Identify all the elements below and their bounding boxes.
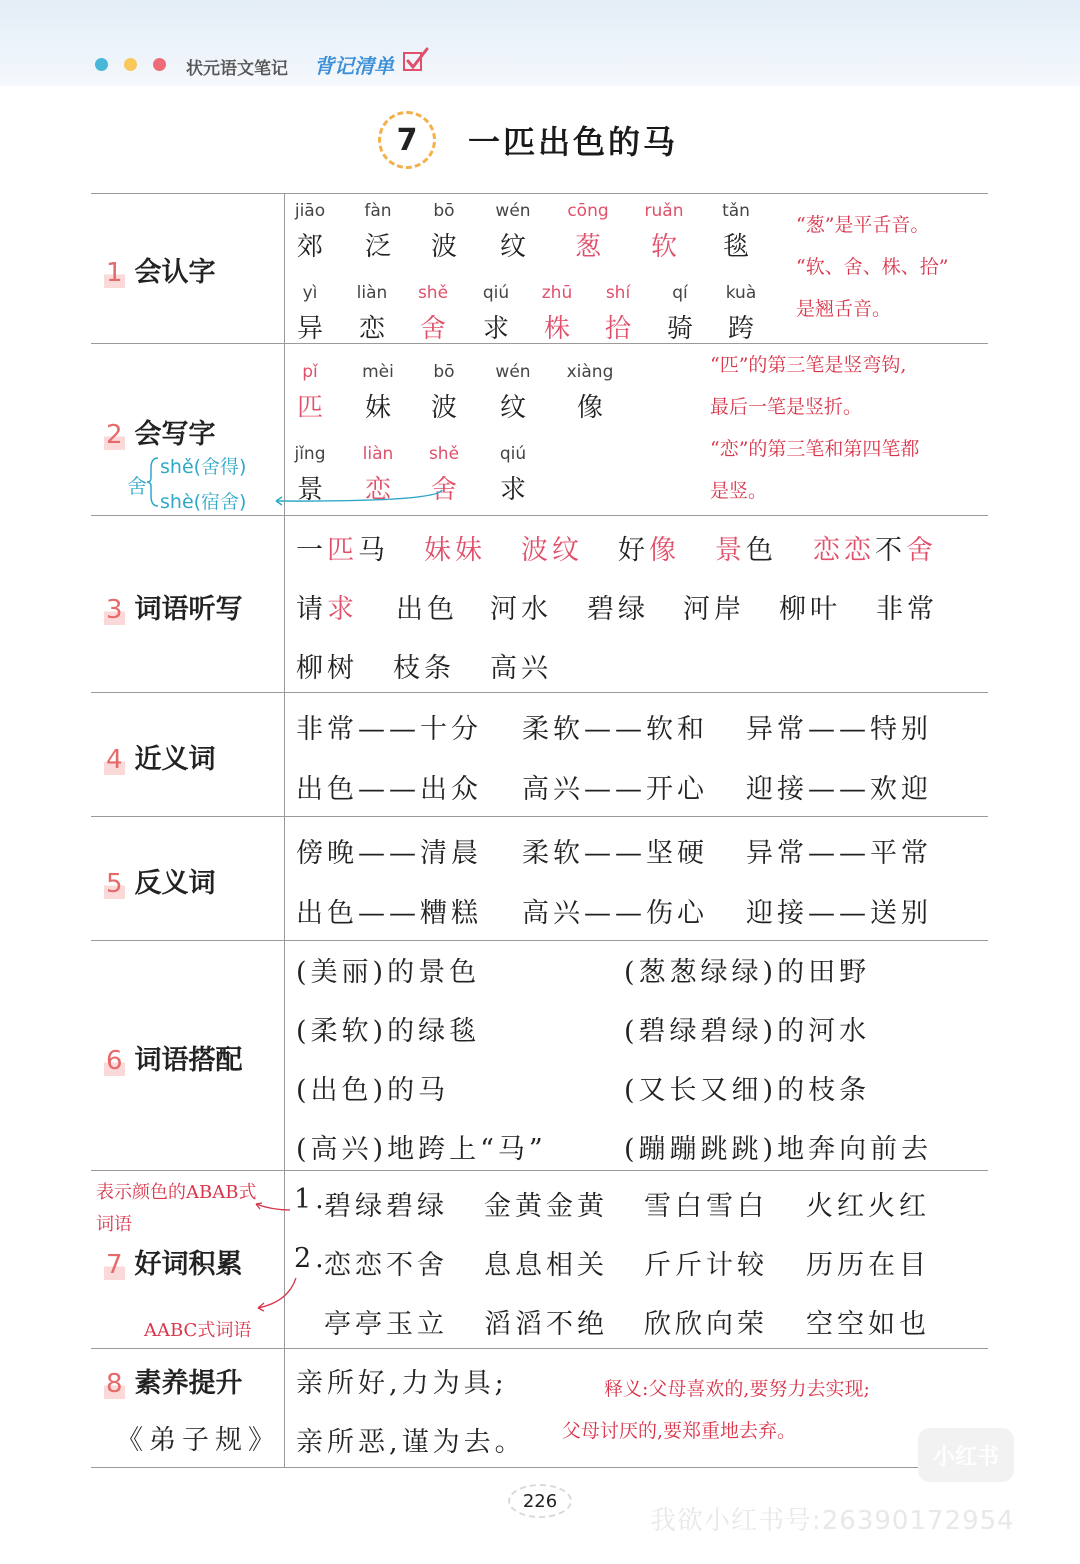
collocation-right: (又长又细)的枝条 [624, 1075, 871, 1106]
dictation-word [587, 587, 649, 626]
good-word: 历历在目 [806, 1250, 930, 1281]
aabc-note: AABC式词语 [144, 1320, 252, 1341]
polyphone-reading-2: shè(宿舍) [160, 491, 247, 513]
good-word: 恋恋不舍 [324, 1250, 448, 1281]
char-cell [473, 200, 553, 263]
hanzi: 泛 [364, 232, 391, 262]
brand-name: 状元语文笔记 [186, 59, 288, 79]
collocation-right: (蹦蹦跳跳)地奔向前去 [624, 1134, 933, 1165]
pinyin: wén [495, 362, 531, 382]
hanzi: 波 [430, 232, 457, 262]
antonym-pair: 高兴——伤心 [522, 898, 708, 929]
pinyin: liàn [356, 283, 388, 303]
header-dots [95, 58, 166, 71]
good-word: 空空如也 [806, 1309, 930, 1340]
good-word: 滔滔不绝 [484, 1309, 608, 1340]
dizigui-note-1: 释义:父母喜欢的,要努力去实现; [604, 1378, 870, 1400]
dictation-word [296, 587, 358, 626]
dictation-segment: 像 [649, 535, 680, 566]
hanzi: 求 [499, 475, 526, 505]
pinyin: bō [433, 362, 455, 382]
hanzi: 景 [296, 475, 323, 505]
dictation-segment: 枝条 [393, 653, 455, 684]
pinyin: bō [433, 201, 455, 221]
pinyin: qí [672, 283, 688, 303]
pinyin: fàn [364, 201, 392, 221]
brace-icon [146, 456, 160, 508]
hanzi: 拾 [604, 314, 631, 344]
char-cell [404, 200, 484, 263]
dictation-segment: 一 [296, 535, 327, 566]
pinyin: liàn [362, 444, 394, 464]
char-cell [404, 361, 484, 424]
collocation-right: (碧绿碧绿)的河水 [624, 1016, 871, 1047]
dot-pink [153, 58, 166, 71]
table-rule [91, 1467, 988, 1468]
dictation-word [683, 587, 745, 626]
dictation-segment: 河水 [490, 594, 552, 625]
pinyin: cōng [567, 201, 609, 221]
hanzi: 舍 [419, 314, 446, 344]
section-label-synonyms: 4 近义词 [106, 744, 216, 775]
dictation-segment: 马 [358, 535, 389, 566]
polyphone-reading-1: shě(舍得) [160, 456, 247, 478]
good-word: 雪白雪白 [644, 1191, 768, 1222]
dictation-segment: 柳树 [296, 653, 358, 684]
checkmark-icon [402, 46, 430, 74]
good-word: 火红火红 [806, 1191, 930, 1222]
antonym-pair: 傍晚——清晨 [296, 838, 482, 869]
collocation-left: (柔软)的绿毯 [296, 1016, 481, 1047]
collocation-left: (高兴)地跨上“马” [296, 1134, 547, 1165]
good-word: 斤斤计较 [644, 1250, 768, 1281]
pinyin: tǎn [722, 201, 750, 221]
dot-yellow [124, 58, 137, 71]
hanzi: 毯 [722, 232, 749, 262]
table-rule [91, 515, 988, 516]
pointer-arrow-icon [252, 1198, 292, 1214]
dictation-segment: 舍 [906, 535, 937, 566]
hanzi: 跨 [727, 314, 754, 344]
synonym-pair: 异常——特别 [746, 714, 932, 745]
watermark-logo: 小红书 [918, 1428, 1014, 1482]
pinyin: zhū [541, 283, 573, 303]
pinyin: yì [302, 283, 318, 303]
collocation-left: (出色)的马 [296, 1075, 450, 1106]
hanzi: 波 [430, 393, 457, 423]
synonym-pair: 柔软——软和 [522, 714, 708, 745]
dictation-word [490, 587, 552, 626]
dictation-segment: 匹 [327, 535, 358, 566]
pointer-arrow-icon [252, 1276, 300, 1312]
char-cell [473, 443, 553, 506]
dictation-word [779, 587, 841, 626]
header-bar [0, 0, 1080, 86]
synonym-pair: 高兴——开心 [522, 774, 708, 805]
pointer-arrow-icon [266, 488, 446, 510]
dizigui-line-1: 亲所好,力为具; [296, 1368, 508, 1399]
section-label-recognize: 1 会认字 [106, 257, 216, 288]
hanzi: 骑 [666, 314, 693, 344]
dot-blue [95, 58, 108, 71]
char-cell [548, 200, 628, 263]
pinyin: jiāo [294, 201, 326, 221]
section-label-literacy: 8 素养提升 [106, 1368, 243, 1399]
dictation-word [813, 528, 937, 567]
collocation-right: (葱葱绿绿)的田野 [624, 957, 871, 988]
good-word: 碧绿碧绿 [324, 1191, 448, 1222]
dictation-segment: 求 [327, 594, 358, 625]
hanzi: 像 [576, 393, 603, 423]
pinyin: qiú [482, 283, 510, 303]
dizigui-line-2: 亲所恶,谨为去。 [296, 1427, 526, 1458]
section-label-dictation: 3 词语听写 [106, 594, 243, 625]
table-rule [91, 193, 988, 194]
pinyin: mèi [362, 362, 394, 382]
dictation-segment: 好 [618, 535, 649, 566]
pinyin: jǐng [294, 444, 326, 464]
pinyin: ruǎn [644, 201, 684, 221]
write-note: “匹”的第三笔是竖弯钩, 最后一笔是竖折。 “恋”的第三笔和第四笔都 是竖。 [710, 354, 920, 502]
section-label-collocation: 6 词语搭配 [106, 1045, 243, 1076]
pinyin: kuà [725, 283, 757, 303]
char-cell [624, 200, 704, 263]
abab-note: 表示颜色的ABAB式 词语 [96, 1182, 257, 1235]
char-cell [696, 200, 776, 263]
pinyin: shě [417, 283, 449, 303]
recognize-note: “葱”是平舌音。 “软、舍、株、拾” 是翘舌音。 [796, 214, 949, 320]
dictation-segment: 高兴 [490, 653, 552, 684]
lesson-number: 7 [378, 111, 436, 169]
pinyin: shě [428, 444, 460, 464]
hanzi: 异 [296, 314, 323, 344]
hanzi: 舍 [430, 475, 457, 505]
hanzi: 纹 [499, 232, 526, 262]
synonym-pair: 出色——出众 [296, 774, 482, 805]
pinyin: xiàng [566, 362, 614, 382]
dictation-segment: 恋恋 [813, 535, 875, 566]
list-prefix: 1. [294, 1184, 328, 1215]
dictation-segment: 非常 [876, 594, 938, 625]
dictation-segment: 河岸 [683, 594, 745, 625]
dictation-segment: 请 [296, 594, 327, 625]
synonym-pair: 非常——十分 [296, 714, 482, 745]
hanzi: 妹 [364, 393, 391, 423]
section-label-good-words: 7 好词积累 [106, 1249, 243, 1280]
table-rule [91, 940, 988, 941]
section-label-antonyms: 5 反义词 [106, 868, 216, 899]
dictation-segment: 柳叶 [779, 594, 841, 625]
dictation-word [424, 528, 486, 567]
char-cell [473, 361, 553, 424]
dictation-word [396, 587, 458, 626]
dictation-word [876, 587, 938, 626]
list-prefix: 2. [294, 1243, 328, 1274]
dictation-segment: 不 [875, 535, 906, 566]
char-cell [550, 361, 630, 424]
hanzi: 纹 [499, 393, 526, 423]
hanzi: 恋 [364, 475, 391, 505]
antonym-pair: 迎接——送别 [746, 898, 932, 929]
antonym-pair: 柔软——坚硬 [522, 838, 708, 869]
hanzi: 匹 [296, 393, 323, 423]
hanzi: 葱 [574, 232, 601, 262]
collocation-left: (美丽)的景色 [296, 957, 481, 988]
dictation-segment: 妹妹 [424, 535, 486, 566]
pinyin: wén [495, 201, 531, 221]
pinyin: pǐ [302, 362, 318, 382]
pinyin: shí [605, 283, 631, 303]
page-title: 一匹出色的马 [468, 123, 679, 161]
char-cell [701, 282, 781, 345]
good-word: 亭亭玉立 [324, 1309, 448, 1340]
dictation-segment: 波纹 [521, 535, 583, 566]
dictation-segment: 出色 [396, 594, 458, 625]
pinyin: qiú [499, 444, 527, 464]
dictation-word [490, 646, 552, 685]
dizigui-note-2: 父母讨厌的,要郑重地去弃。 [562, 1420, 797, 1442]
watermark-text: 我欲小红书号:26390172954 [650, 1506, 1015, 1536]
dictation-word [393, 646, 455, 685]
table-rule [91, 692, 988, 693]
antonym-pair: 出色——糟糕 [296, 898, 482, 929]
good-word: 金黄金黄 [484, 1191, 608, 1222]
hanzi: 恋 [358, 314, 385, 344]
dictation-segment: 色 [746, 535, 777, 566]
brand-subtitle: 背记清单 [314, 54, 394, 78]
good-word: 息息相关 [484, 1250, 608, 1281]
dictation-word [618, 528, 680, 567]
dictation-segment: 景 [715, 535, 746, 566]
dictation-word [521, 528, 583, 567]
hanzi: 软 [650, 232, 677, 262]
hanzi: 株 [543, 314, 570, 344]
table-rule [91, 1348, 988, 1349]
book-title: 《弟子规》 [116, 1425, 281, 1456]
hanzi: 郊 [296, 232, 323, 262]
synonym-pair: 迎接——欢迎 [746, 774, 932, 805]
polyphone-char: 舍 [127, 474, 147, 498]
table-rule [91, 816, 988, 817]
lesson-title-block [378, 110, 678, 170]
page-number: 226 [508, 1484, 572, 1518]
antonym-pair: 异常——平常 [746, 838, 932, 869]
dictation-segment: 碧绿 [587, 594, 649, 625]
hanzi: 求 [482, 314, 509, 344]
table-rule [91, 1170, 988, 1171]
dictation-word [296, 646, 358, 685]
section-label-write: 2 会写字 [106, 419, 216, 450]
good-word: 欣欣向荣 [644, 1309, 768, 1340]
dictation-word [296, 528, 389, 567]
dictation-word [715, 528, 777, 567]
